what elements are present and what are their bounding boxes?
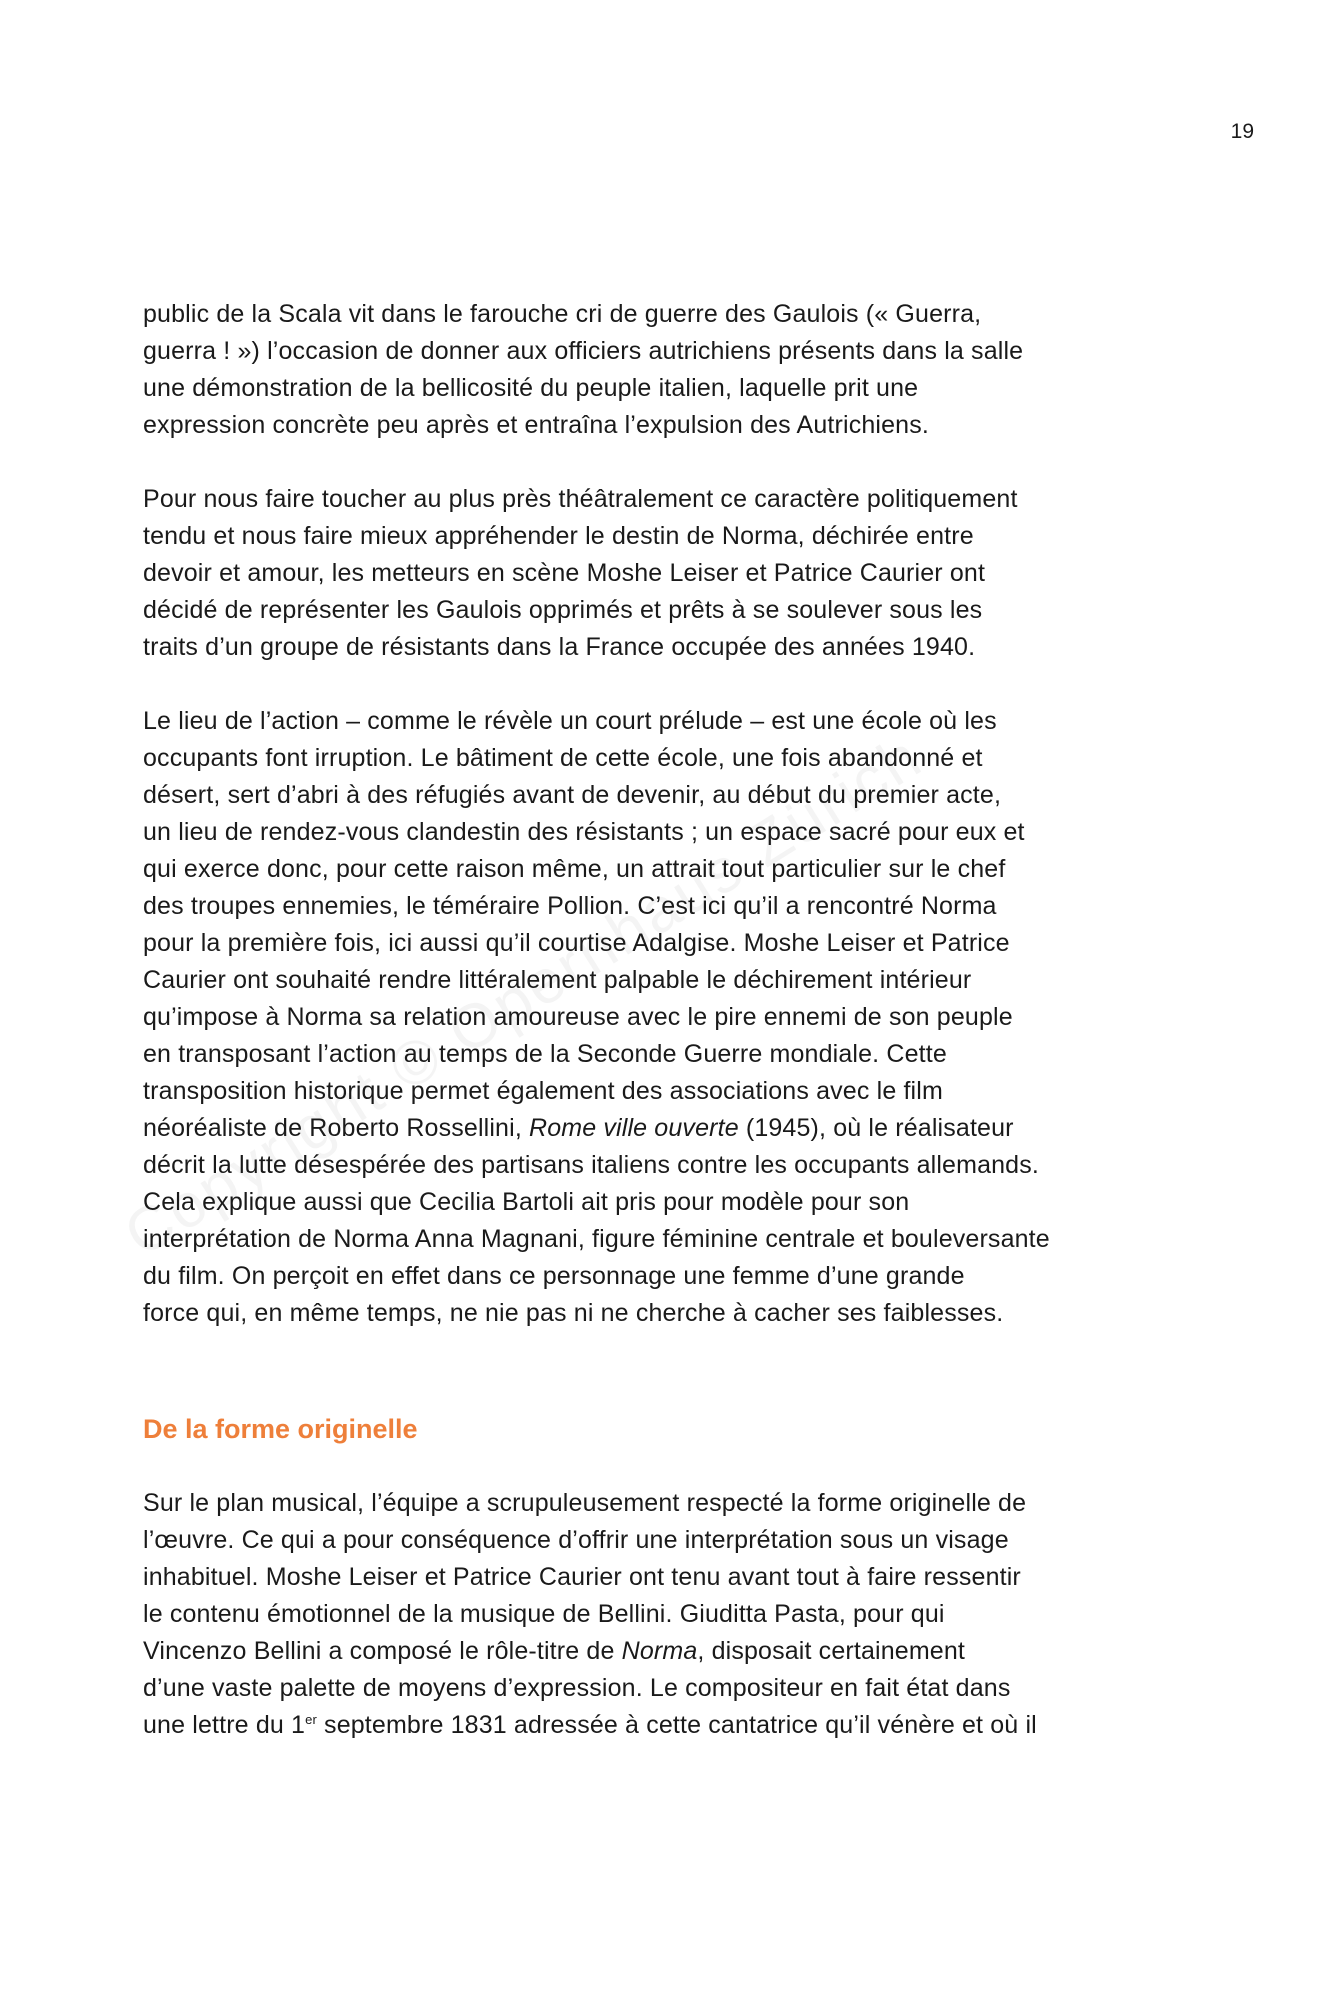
text-line: inhabituel. Moshe Leiser et Patrice Caurier ont tenu avant tout à faire ressentir bbox=[143, 1563, 1021, 1591]
article-body bbox=[143, 296, 1203, 1781]
text-line: Le lieu de l’action – comme le révèle un court prélude – est une école où les bbox=[143, 707, 997, 735]
text-line: une démonstration de la bellicosité du peuple italien, laquelle prit une bbox=[143, 374, 919, 402]
text-line: guerra ! ») l’occasion de donner aux officiers autrichiens présents dans la salle bbox=[143, 337, 1024, 365]
paragraph-4 bbox=[143, 1485, 1203, 1744]
ordinal-superscript: er bbox=[305, 1712, 317, 1727]
text-line: pour la première fois, ici aussi qu’il courtise Adalgise. Moshe Leiser et Patrice bbox=[143, 929, 1010, 957]
text-segment: (1945), où le réalisateur bbox=[738, 1114, 1014, 1142]
text-line: force qui, en même temps, ne nie pas ni ne cherche à cacher ses faiblesses. bbox=[143, 1299, 1004, 1327]
paragraph-2 bbox=[143, 481, 1203, 666]
text-line: Caurier ont souhaité rendre littéralement palpable le déchirement intérieur bbox=[143, 966, 972, 994]
text-line bbox=[143, 1110, 1203, 1147]
text-line: Cela explique aussi que Cecilia Bartoli ait pris pour modèle pour son bbox=[143, 1188, 910, 1216]
text-segment: Vincenzo Bellini a composé le rôle-titre de bbox=[143, 1637, 622, 1665]
paragraph-3 bbox=[143, 703, 1203, 1332]
text-line: Pour nous faire toucher au plus près théâtralement ce caractère politiquement bbox=[143, 485, 1018, 513]
text-line: d’une vaste palette de moyens d’expression. Le compositeur en fait état dans bbox=[143, 1674, 1011, 1702]
text-line: public de la Scala vit dans le farouche cri de guerre des Gaulois (« Guerra, bbox=[143, 300, 982, 328]
page-number: 19 bbox=[1230, 120, 1254, 143]
text-line: expression concrète peu après et entraîna l’expulsion des Autrichiens. bbox=[143, 411, 929, 439]
text-line: devoir et amour, les metteurs en scène Moshe Leiser et Patrice Caurier ont bbox=[143, 559, 986, 587]
text-segment: une lettre du 1 bbox=[143, 1711, 306, 1739]
text-line bbox=[143, 1633, 1203, 1670]
text-line: en transposant l’action au temps de la Seconde Guerre mondiale. Cette bbox=[143, 1040, 947, 1068]
text-line: occupants font irruption. Le bâtiment de cette école, une fois abandonné et bbox=[143, 744, 983, 772]
film-title: Rome ville ouverte bbox=[529, 1114, 739, 1142]
text-segment: néoréaliste de Roberto Rossellini, bbox=[143, 1114, 530, 1142]
text-line: décrit la lutte désespérée des partisans italiens contre les occupants allemands. bbox=[143, 1151, 1039, 1179]
text-line: l’œuvre. Ce qui a pour conséquence d’offrir une interprétation sous un visage bbox=[143, 1526, 1009, 1554]
text-line: interprétation de Norma Anna Magnani, figure féminine centrale et bouleversante bbox=[143, 1225, 1050, 1253]
text-segment: , disposait certainement bbox=[697, 1637, 966, 1665]
text-line: qui exerce donc, pour cette raison même, un attrait tout particulier sur le chef bbox=[143, 855, 1006, 883]
text-line: traits d’un groupe de résistants dans la France occupée des années 1940. bbox=[143, 633, 976, 661]
text-line: décidé de représenter les Gaulois opprimés et prêts à se soulever sous les bbox=[143, 596, 983, 624]
section-heading: De la forme originelle bbox=[143, 1414, 418, 1444]
text-line: Sur le plan musical, l’équipe a scrupuleusement respecté la forme originelle de bbox=[143, 1489, 1027, 1517]
text-line: qu’impose à Norma sa relation amoureuse avec le pire ennemi de son peuple bbox=[143, 1003, 1013, 1031]
paragraph-1 bbox=[143, 296, 1203, 444]
text-line: désert, sert d’abri à des réfugiés avant de devenir, au début du premier acte, bbox=[143, 781, 1002, 809]
text-line bbox=[143, 1707, 1203, 1744]
text-line: du film. On perçoit en effet dans ce personnage une femme d’une grande bbox=[143, 1262, 965, 1290]
text-line: un lieu de rendez-vous clandestin des résistants ; un espace sacré pour eux et bbox=[143, 818, 1025, 846]
text-line: des troupes ennemies, le téméraire Pollion. C’est ici qu’il a rencontré Norma bbox=[143, 892, 997, 920]
opera-title: Norma bbox=[621, 1637, 698, 1665]
text-segment: septembre 1831 adressée à cette cantatrice qu’il vénère et où il bbox=[316, 1711, 1037, 1739]
text-line: tendu et nous faire mieux appréhender le destin de Norma, déchirée entre bbox=[143, 522, 974, 550]
text-line: transposition historique permet également des associations avec le film bbox=[143, 1077, 943, 1105]
text-line: le contenu émotionnel de la musique de Bellini. Giuditta Pasta, pour qui bbox=[143, 1600, 945, 1628]
